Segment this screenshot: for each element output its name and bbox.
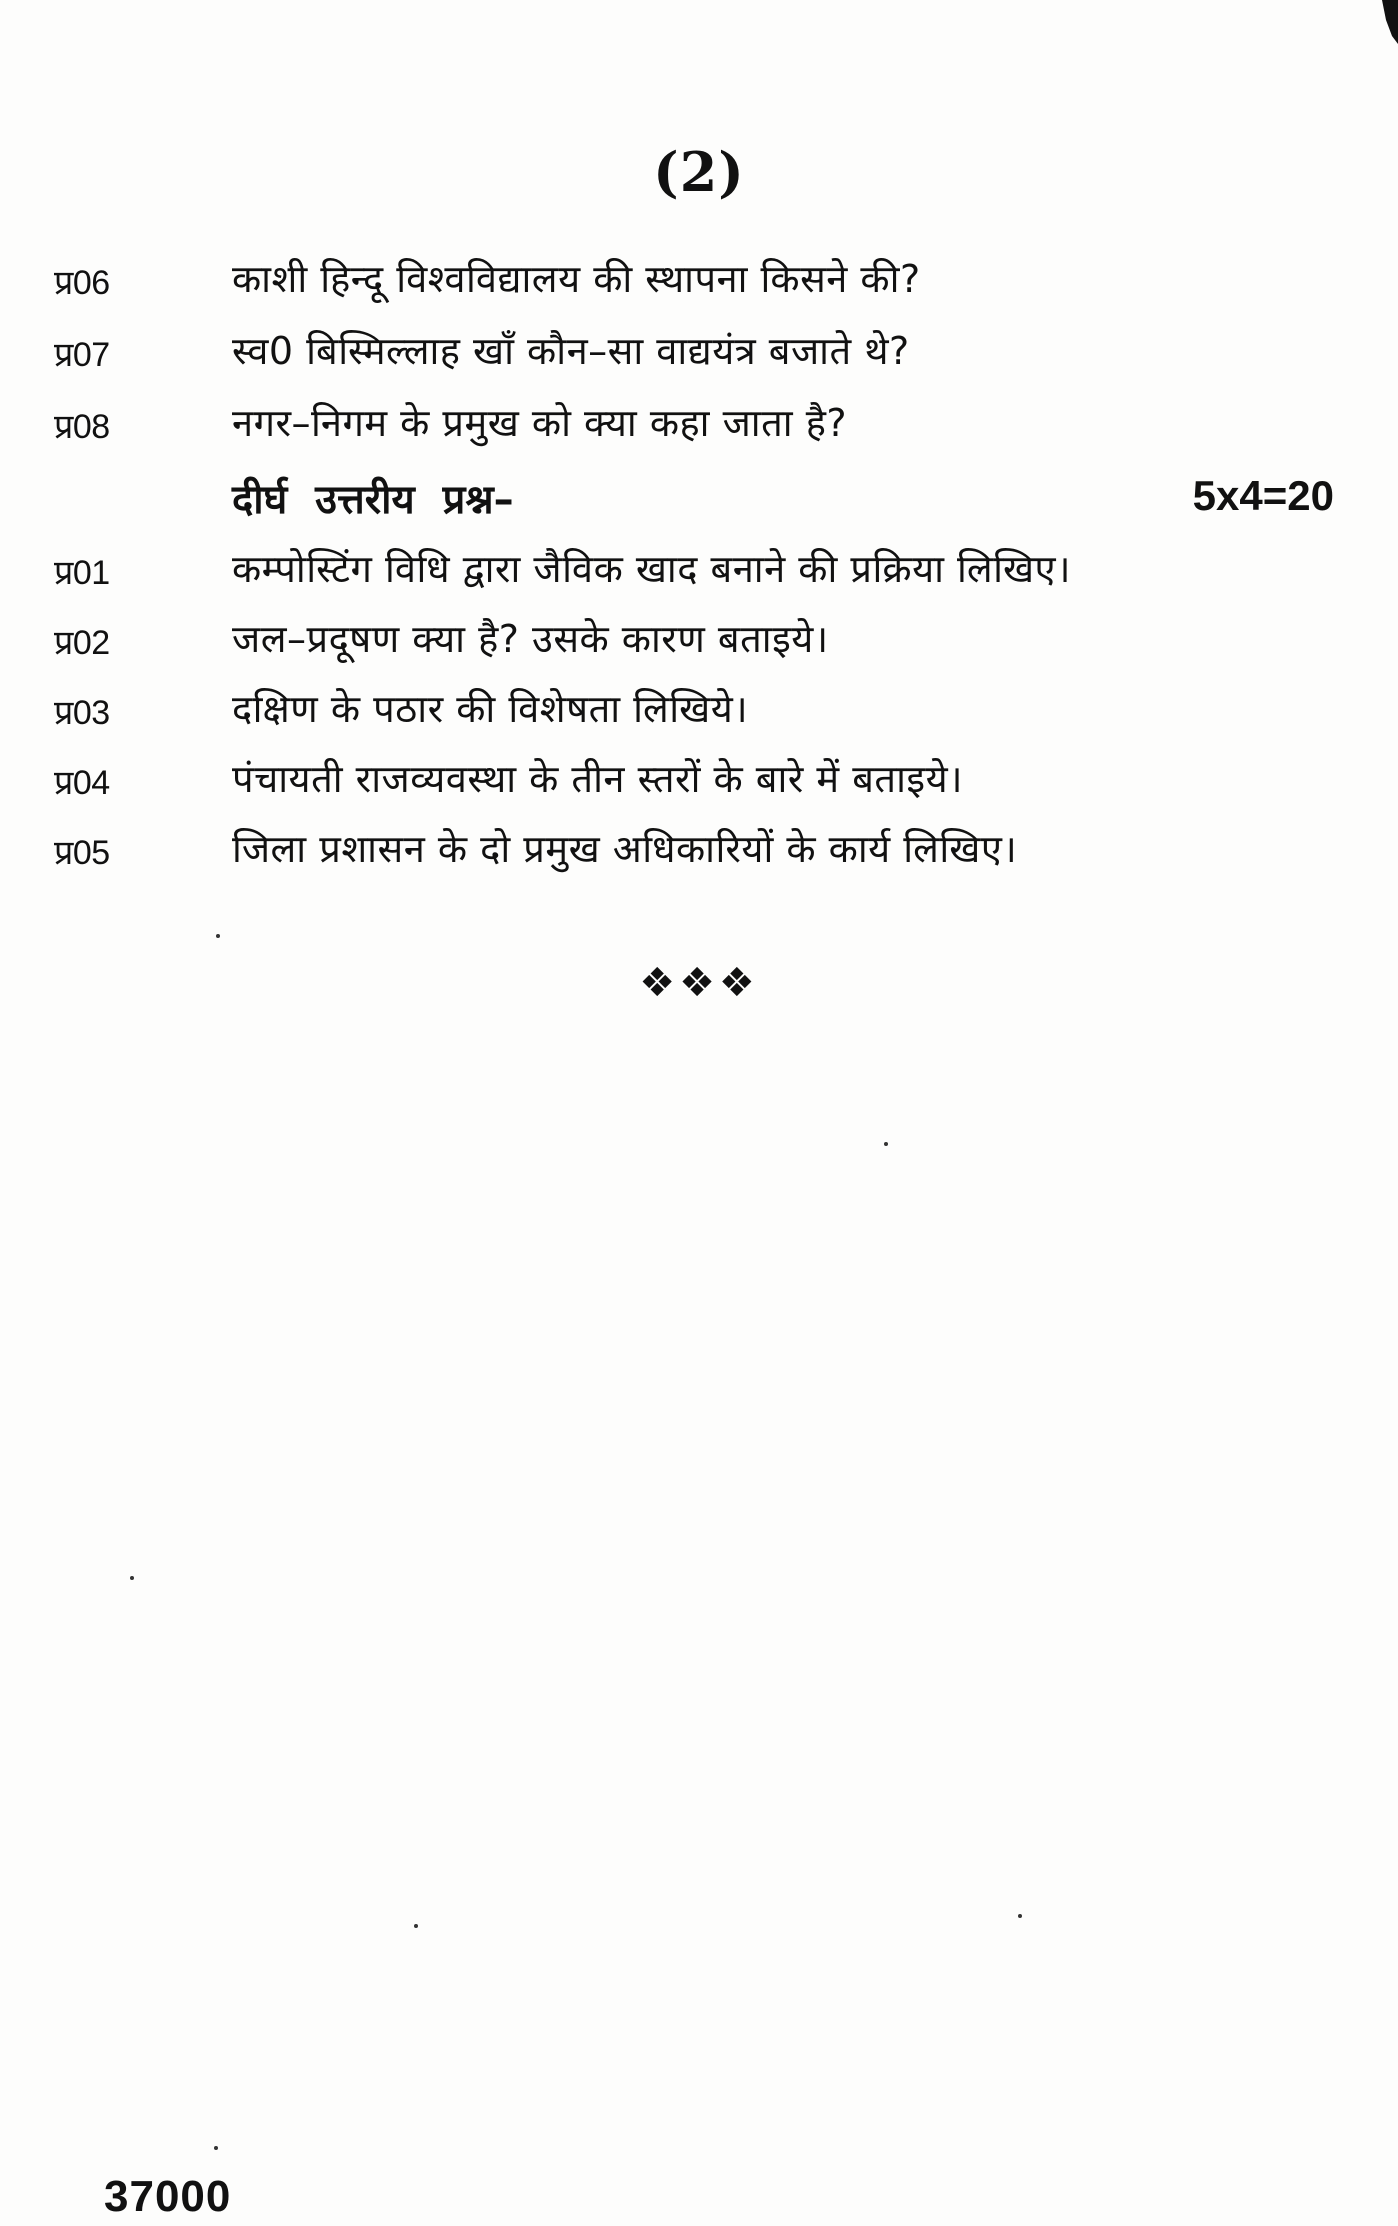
question-row — [0, 324, 1398, 384]
question-text: काशी हिन्दू विश्वविद्यालय की स्थापना किसने की? — [232, 257, 921, 301]
question-number: प्र02 — [54, 624, 110, 662]
scan-speck — [216, 934, 220, 938]
question-number: प्र05 — [54, 834, 110, 872]
question-row — [0, 396, 1398, 456]
question-number: प्र04 — [54, 764, 110, 802]
question-row — [0, 752, 1398, 812]
question-number: प्र07 — [54, 336, 110, 374]
question-number: प्र01 — [54, 554, 110, 592]
scan-speck — [214, 2146, 218, 2150]
section-marks: 5x4=20 — [1192, 472, 1334, 519]
section-title: दीर्घ उत्तरीय प्रश्न– — [232, 477, 514, 523]
question-text: पंचायती राजव्यवस्था के तीन स्तरों के बारे में बताइये। — [232, 757, 964, 801]
section-heading — [0, 470, 1398, 534]
scan-speck — [1018, 1914, 1022, 1918]
end-ornament: ❖❖❖ — [639, 960, 759, 1006]
question-text: जिला प्रशासन के दो प्रमुख अधिकारियों के कार्य लिखिए। — [232, 827, 1018, 871]
question-text: दक्षिण के पठार की विशेषता लिखिये। — [232, 687, 749, 731]
footer-code: 37000 — [104, 2172, 232, 2221]
scan-speck — [130, 1576, 134, 1580]
question-number: प्र06 — [54, 264, 110, 302]
question-number: प्र08 — [54, 408, 110, 446]
question-text: स्व0 बिस्मिल्लाह खाँ कौन–सा वाद्ययंत्र बजाते थे? — [232, 329, 910, 373]
question-row — [0, 822, 1398, 882]
question-text: नगर–निगम के प्रमुख को क्या कहा जाता है? — [232, 401, 848, 445]
question-text: कम्पोस्टिंग विधि द्वारा जैविक खाद बनाने की प्रक्रिया लिखिए। — [232, 547, 1071, 591]
question-row — [0, 612, 1398, 672]
scan-speck — [884, 1142, 888, 1146]
page-number: (2) — [653, 140, 745, 204]
page-corner-mark — [1368, 0, 1398, 44]
question-row — [0, 252, 1398, 312]
question-number: प्र03 — [54, 694, 110, 732]
question-text: जल–प्रदूषण क्या है? उसके कारण बताइये। — [232, 617, 829, 661]
question-row — [0, 682, 1398, 742]
scan-speck — [414, 1924, 418, 1928]
question-row — [0, 542, 1398, 602]
